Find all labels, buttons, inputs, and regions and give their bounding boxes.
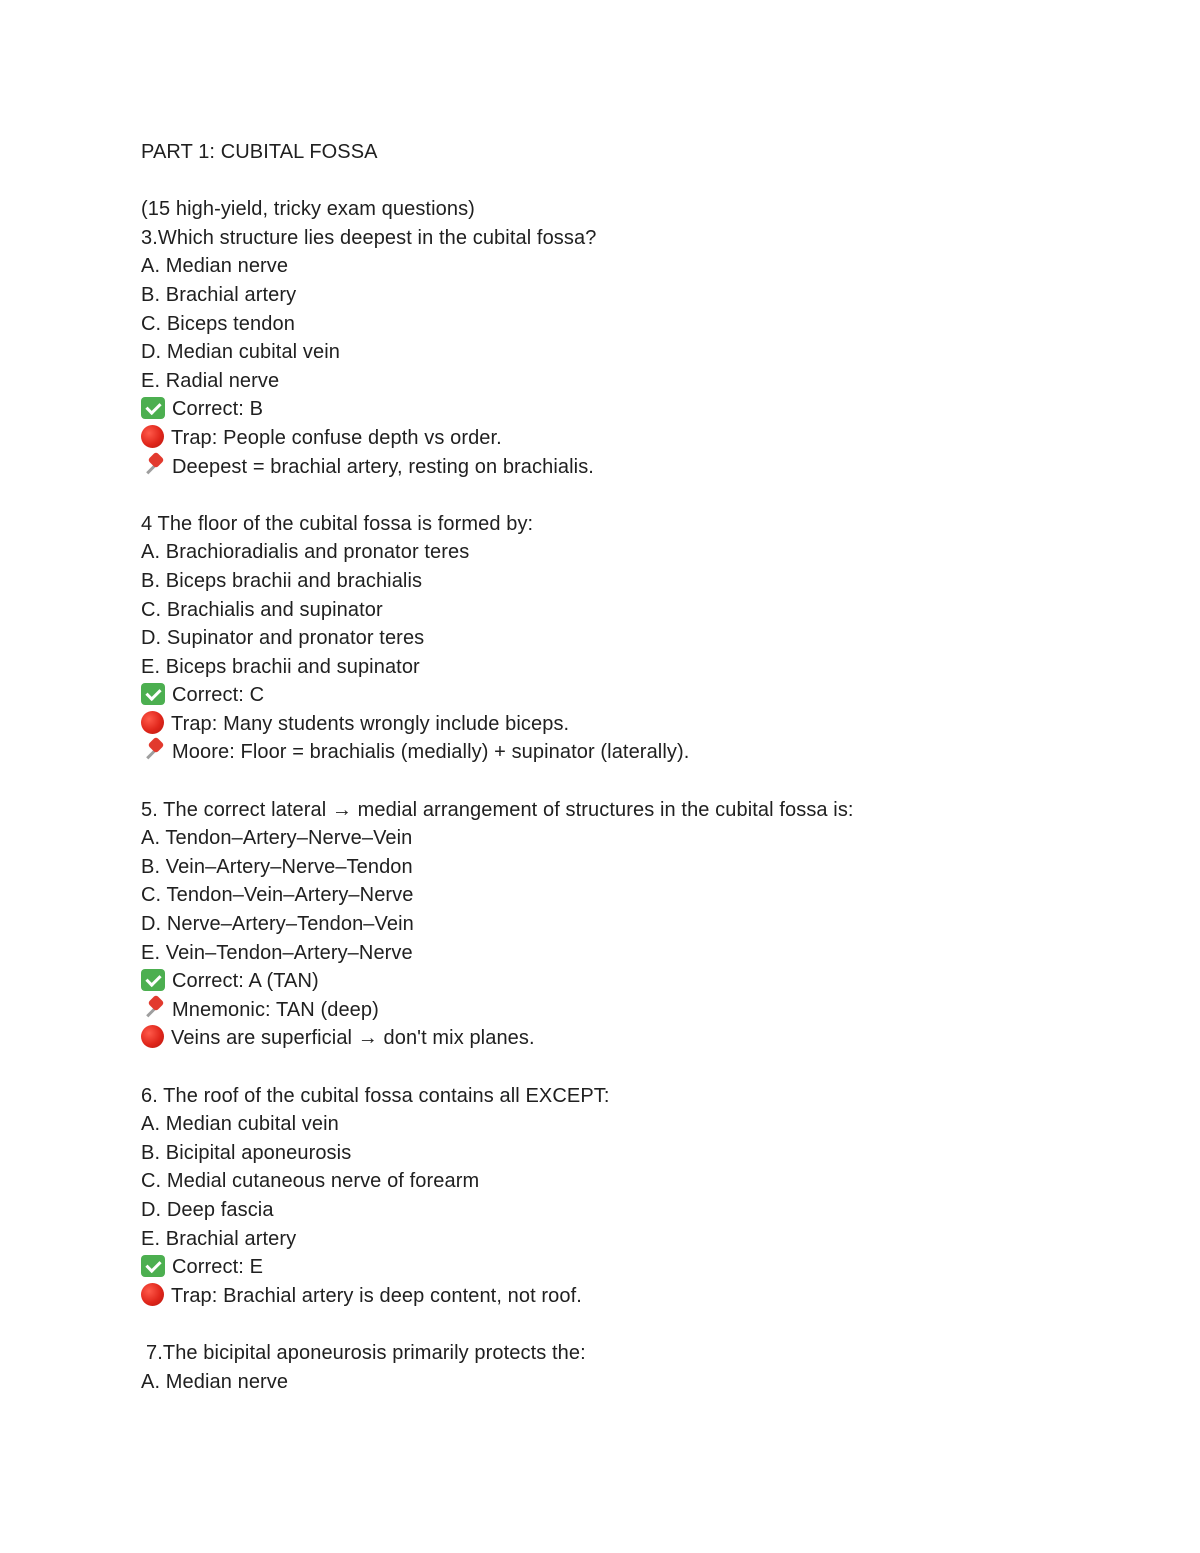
answer-option: A. Median nerve <box>141 1370 289 1393</box>
question-stem: 4 The floor of the cubital fossa is formed by: <box>141 512 534 535</box>
answer-option: A. Brachioradialis and pronator teres <box>141 541 470 564</box>
trap-text: Trap: People confuse depth vs order. <box>171 426 502 449</box>
answer-option: E. Vein–Tendon–Artery–Nerve <box>141 941 413 964</box>
red-circle-icon <box>141 1283 164 1306</box>
question-stem: 7.The bicipital aponeurosis primarily protects the: <box>146 1341 586 1364</box>
check-mark-icon <box>141 397 165 419</box>
correct-answer-line <box>141 395 1141 424</box>
note-line <box>141 996 1141 1025</box>
trap-text: Veins are superficial → don't mix planes. <box>171 1027 535 1050</box>
question-block <box>141 510 1141 767</box>
page-title: PART 1: CUBITAL FOSSA <box>141 141 378 163</box>
answer-option: E. Brachial artery <box>141 1227 297 1250</box>
answer-option: B. Biceps brachii and brachialis <box>141 569 423 592</box>
answer-option: A. Median cubital vein <box>141 1113 339 1136</box>
spacer <box>141 767 1141 796</box>
note-line <box>141 453 1141 482</box>
spacer <box>141 1310 1141 1339</box>
document-page <box>141 138 1141 1396</box>
question-block <box>141 224 1141 481</box>
red-circle-icon <box>141 711 164 734</box>
check-mark-icon <box>141 969 165 991</box>
answer-option: B. Bicipital aponeurosis <box>141 1141 352 1164</box>
question-block <box>141 796 1141 1053</box>
correct-answer-line <box>141 967 1141 996</box>
question-block <box>141 1082 1141 1311</box>
trap-text: Trap: Many students wrongly include biceps. <box>171 712 570 735</box>
trap-line <box>141 1024 1141 1053</box>
trap-text: Trap: Brachial artery is deep content, not roof. <box>171 1284 582 1307</box>
question-stem: 3.Which structure lies deepest in the cubital fossa? <box>141 226 597 249</box>
answer-option: E. Radial nerve <box>141 369 280 392</box>
answer-option: C. Biceps tendon <box>141 312 295 335</box>
answer-option: E. Biceps brachii and supinator <box>141 655 420 678</box>
correct-answer-text: Correct: A (TAN) <box>172 970 319 993</box>
answer-option: D. Deep fascia <box>141 1198 274 1221</box>
question-stem: 5. The correct lateral → medial arrangement of structures in the cubital fossa is: <box>141 798 854 821</box>
correct-answer-text: Correct: B <box>172 398 264 421</box>
answer-option: B. Vein–Artery–Nerve–Tendon <box>141 855 413 878</box>
correct-answer-line <box>141 1253 1141 1282</box>
pushpin-icon <box>141 738 165 762</box>
red-circle-icon <box>141 425 164 448</box>
page-subtitle: (15 high-yield, tricky exam questions) <box>141 198 475 221</box>
answer-option: A. Median nerve <box>141 255 289 278</box>
answer-option: B. Brachial artery <box>141 283 297 306</box>
spacer <box>141 1053 1141 1082</box>
trap-line <box>141 424 1141 453</box>
answer-option: C. Tendon–Vein–Artery–Nerve <box>141 884 414 907</box>
note-text: Moore: Floor = brachialis (medially) + supinator (laterally). <box>172 741 690 764</box>
question-block <box>141 1339 1141 1396</box>
trap-line <box>141 710 1141 739</box>
check-mark-icon <box>141 683 165 705</box>
note-text: Deepest = brachial artery, resting on brachialis. <box>172 455 594 478</box>
correct-answer-text: Correct: C <box>172 684 265 707</box>
question-stem: 6. The roof of the cubital fossa contains all EXCEPT: <box>141 1084 610 1107</box>
answer-option: D. Median cubital vein <box>141 341 340 364</box>
spacer <box>141 167 1141 196</box>
spacer <box>141 481 1141 510</box>
pushpin-icon <box>141 453 165 477</box>
correct-answer-line <box>141 681 1141 710</box>
answer-option: C. Medial cutaneous nerve of forearm <box>141 1170 480 1193</box>
answer-option: D. Nerve–Artery–Tendon–Vein <box>141 913 414 936</box>
answer-option: A. Tendon–Artery–Nerve–Vein <box>141 827 413 850</box>
correct-answer-text: Correct: E <box>172 1256 264 1279</box>
check-mark-icon <box>141 1255 165 1277</box>
trap-line <box>141 1282 1141 1311</box>
answer-option: C. Brachialis and supinator <box>141 598 383 621</box>
pushpin-icon <box>141 996 165 1020</box>
answer-option: D. Supinator and pronator teres <box>141 627 425 650</box>
note-line <box>141 738 1141 767</box>
note-text: Mnemonic: TAN (deep) <box>172 998 379 1021</box>
red-circle-icon <box>141 1025 164 1048</box>
